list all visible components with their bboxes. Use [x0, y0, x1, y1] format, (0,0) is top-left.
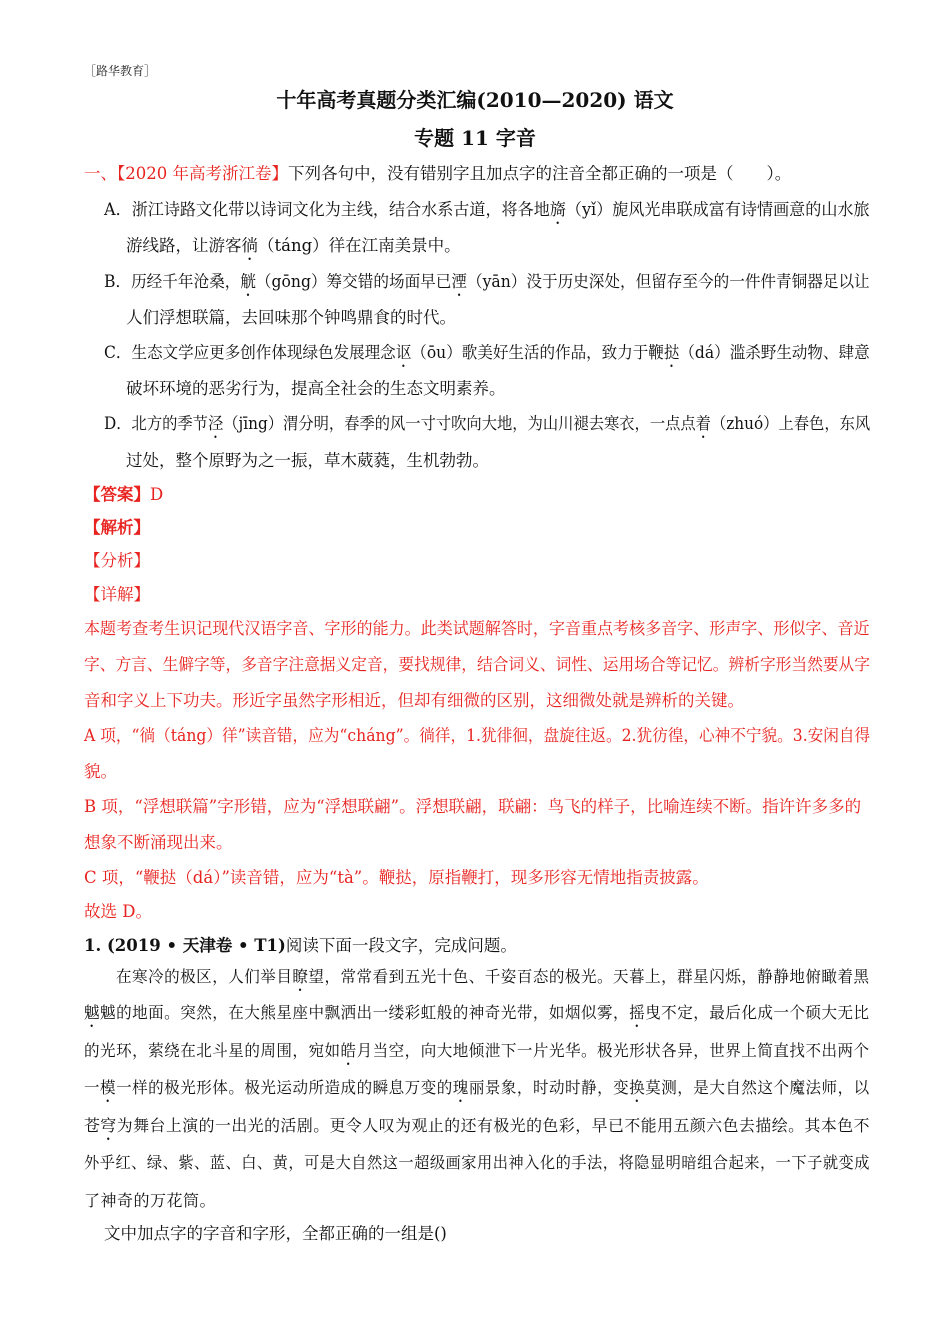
dotted-char: 旖	[549, 200, 566, 219]
detail-line: 字、方言、生僻字等，多音字注意据义定音，要找规律，结合词义、词性、运用场合等记忆。辨析字形当然要从字	[84, 655, 870, 674]
dotted-char: 挞	[663, 343, 680, 362]
option-a-line-1: A．浙江诗路文化带以诗词文化为主线，结合水系古道，将各地旖（yǐ）旎风光串联成富有诗情画意的山水旅	[104, 200, 870, 219]
option-d-line-1: D．北方的季节泾（jīng）渭分明，春季的风一寸寸吹向大地，为山川褪去寒衣，一点点着（zhuó）上春色，东风	[104, 414, 871, 433]
detail-line: 音和字义上下功夫。形近字虽然字形相近，但却有细微的区别，这细微处就是辨析的关键。	[84, 691, 744, 710]
answer-value: D	[150, 485, 164, 504]
option-b-line-2: 人们浮想联篇，去回味那个钟鸣鼎食的时代。	[126, 308, 456, 327]
document-subtitle: 专题 11 字音	[414, 126, 536, 150]
detail-line: 貌。	[84, 762, 117, 781]
dotted-char: 皓	[340, 1041, 357, 1060]
option-c-line-1: C．生态文学应更多创作体现绿色发展理念讴（ōu）歌美好生活的作品，致力于鞭挞（dá）滥杀野生动物、肆意	[104, 343, 870, 362]
dotted-char: 摇	[629, 1003, 646, 1022]
detail-line: 想象不断涌现出来。	[84, 833, 233, 852]
detail-line: A 项，“徜（táng）徉”读音错，应为“cháng”。徜徉，1.犹徘徊，盘旋往返。2.犹彷徨，心神不宁貌。3.安闲自得	[84, 726, 871, 745]
analysis-label: 【解析】	[84, 518, 150, 537]
passage-line: 在寒冷的极区，人们举目瞭望，常常看到五光十色、千姿百态的极光。天暮上，群星闪烁，静静地俯瞰着黑	[116, 967, 870, 986]
passage-line: 外乎红、绿、紫、蓝、白、黄，可是大自然这一超级画家用出神入化的手法，将隐显明暗组合起来，一下子就变成	[84, 1153, 870, 1172]
dotted-char: 湮	[451, 272, 467, 291]
answer-line	[84, 483, 163, 507]
dotted-char: 徜	[241, 236, 258, 255]
dotted-char: 瞭	[292, 967, 309, 986]
dotted-char: 觥	[240, 272, 256, 291]
dotted-char: 瑰	[452, 1078, 469, 1097]
detail-line: 故选 D。	[84, 902, 152, 921]
question-1-source: 一、【2020 年高考浙江卷】	[84, 164, 288, 183]
detail-line: 本题考查考生识记现代汉语字音、字形的能力。此类试题解答时，字音重点考核多音字、形声字、形似字、音近	[84, 619, 870, 638]
question-2-stem	[84, 934, 517, 958]
passage-line: 一模一样的极光形体。极光运动所造成的瞬息万变的瑰丽景象，时动时静，变换莫测，是大自然这个魔法师，以	[84, 1078, 870, 1097]
question-2-text: 阅读下面一段文字，完成问题。	[285, 936, 517, 955]
dotted-char: 换	[629, 1078, 646, 1097]
dotted-char: 魆	[84, 1003, 101, 1022]
passage-line: 苍穹为舞台上演的一出光的活剧。更令人叹为观止的还有极光的色彩，早已不能用五颜六色去描绘。其本色不	[84, 1116, 871, 1135]
dotted-char: 讴	[395, 343, 412, 362]
passage-line: 了神奇的万花筒。	[84, 1191, 217, 1210]
question-1-text: 下列各句中，没有错别字且加点字的注音全都正确的一项是（ ）。	[288, 164, 792, 183]
question-2-prompt: 文中加点字的字音和字形，全都正确的一组是()	[104, 1224, 447, 1243]
option-b-line-1: B．历经千年沧桑，觥（gōng）筹交错的场面早已湮（yān）没于历史深处，但留存至今的一件件青铜器足以让	[104, 272, 870, 291]
option-a-line-2: 游线路，让游客徜（táng）徉在江南美景中。	[126, 236, 461, 255]
answer-label: 【答案】	[84, 485, 150, 504]
detail-line: C 项，“鞭挞（dá）”读音错，应为“tà”。鞭挞，原指鞭打，现多形容无情地指责披露。	[84, 868, 709, 887]
dotted-char: 模	[100, 1078, 117, 1097]
header-tag: ［路华教育］	[84, 64, 157, 78]
detail-label: 【详解】	[84, 585, 150, 604]
dotted-char: 着	[695, 414, 711, 433]
detail-line: B 项，“浮想联篇”字形错，应为“浮想联翩”。浮想联翩，联翩：鸟飞的样子，比喻连续不断。指许许多多的	[84, 797, 862, 816]
fenxi-label: 【分析】	[84, 551, 150, 570]
option-d-line-2: 过处，整个原野为之一振，草木葳蕤，生机勃勃。	[126, 451, 489, 470]
passage-line: 的光环，萦绕在北斗星的周围，宛如皓月当空，向大地倾泄下一片光华。极光形状各异，世界上简直找不出两个	[84, 1041, 870, 1060]
dotted-char: 泾	[207, 414, 224, 433]
dotted-char: 穹	[100, 1116, 117, 1135]
question-1-stem	[84, 162, 791, 186]
passage-line: 魆魆的地面。突然，在大熊星座中飘洒出一缕彩虹般的神奇光带，如烟似雾，摇曳不定，最后化成一个硕大无比	[84, 1003, 870, 1022]
document-title: 十年高考真题分类汇编(2010—2020) 语文	[276, 88, 674, 112]
question-2-number: 1. (2019 • 天津卷 • T1)	[84, 936, 286, 955]
option-c-line-2: 破坏环境的恶劣行为，提高全社会的生态文明素养。	[126, 379, 506, 398]
